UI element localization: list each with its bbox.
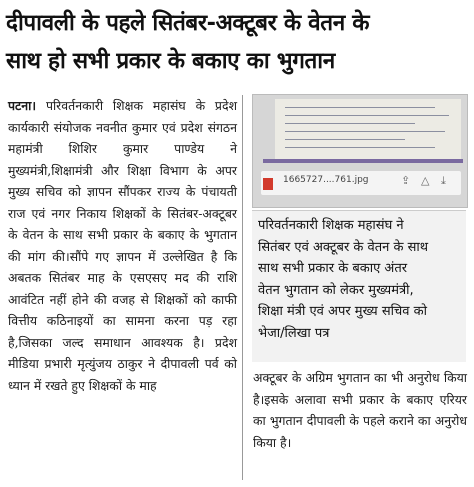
download-icon: ⤓ [441, 174, 446, 187]
caption-line-4: वेतन भुगतान को लेकर मुख्यमंत्री, [258, 282, 414, 298]
letter-text-line [285, 147, 435, 148]
letter-image [275, 99, 461, 159]
article-text-left: परिवर्तनकारी शिक्षक महासंघ के प्रदेश कार्यकारी संयोजक नवनीत कुमार एवं प्रदेश संगठन महामंत्री शिशिर कुमार पाण्डेय ने मुख्यमंत्री,शिक्षामंत्री और शिक्षा विभाग के अपर मुख्य सचिव को ज्ञापन सौंपकर राज्य के पंचायती राज एवं नगर निकाय शिक्षकों के सितंबर-अक्टूबर के वेतन के साथ सभी प्रकार के बकाए के भुगतान की मांग की।सौंपे गए ज्ञापन में उल्लेखित है कि अबतक सितंबर माह के एसएसए मद की राशि आवंटित नहीं होने की वजह से शिक्षकों को काफी वित्तीय कठिनाइयों का सामना करना पड़ रहा है,जिसका जल्द समाधान आवश्यक है। प्रदेश मीडिया प्रभारी मृत्युंजय ठाकुर ने दीपावली पर्व को ध्यान में रखते हुए शिक्षकों के माह [8, 98, 237, 393]
file-name: 1665727....761.jpg [283, 175, 369, 185]
caption-line-6: भेजा/लिखा पत्र [258, 325, 330, 341]
headline-line-2: साथ हो सभी प्रकार के बकाए का भुगतान [6, 48, 335, 74]
letter-text-line [285, 115, 449, 116]
letter-text-line [285, 123, 415, 124]
file-type-icon [263, 178, 273, 190]
headline-line-1: दीपावली के पहले सितंबर-अक्टूबर के वेतन के [6, 10, 370, 36]
photo-caption [252, 210, 466, 362]
caption-line-1: परिवर्तनकारी शिक्षक महासंघ ने [258, 218, 404, 233]
letter-text-line [285, 131, 445, 132]
document-photo [252, 94, 468, 208]
letter-text-line [285, 107, 435, 108]
share-icon: ⇪ [401, 174, 411, 187]
article-body-right: अक्टूबर के अग्रिम भुगतान का भी अनुरोध किया है।इसके अलावा सभी प्रकार के बकाए एरियर का भुगतान दीपावली के पहले कराने का अनुरोध किया है। [253, 370, 467, 450]
dateline: पटना। [8, 98, 37, 113]
drive-icon: △ [421, 174, 430, 187]
headline [6, 4, 470, 80]
column-divider [242, 95, 243, 480]
photo-strip [263, 159, 463, 163]
article-body-left [8, 95, 237, 396]
caption-line-2: सितंबर एवं अक्टूबर के वेतन के साथ [258, 239, 429, 255]
caption-line-5: शिक्षा मंत्री एवं अपर मुख्य सचिव को [258, 304, 427, 319]
caption-line-3: साथ सभी प्रकार के बकाए अंतर [258, 261, 408, 276]
letter-text-line [285, 139, 405, 140]
